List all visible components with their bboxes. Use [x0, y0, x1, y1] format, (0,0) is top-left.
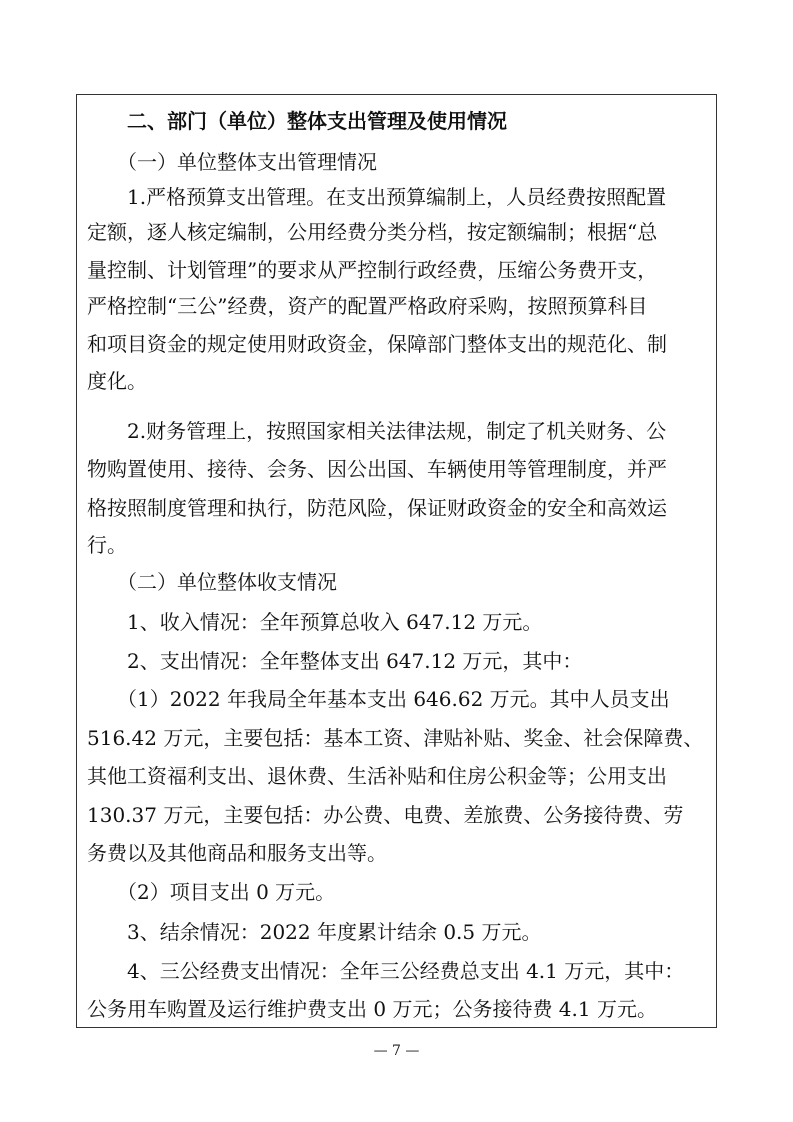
paragraph-line: 定额，逐人核定编制，公用经费分类分档，按定额编制；根据“总: [87, 220, 658, 244]
paragraph-line: 130.37 万元，主要包括：办公费、电费、差旅费、公务接待费、劳: [87, 803, 684, 827]
paragraph-line: 行。: [87, 533, 127, 557]
paragraph-line: 物购置使用、接待、会务、因公出国、车辆使用等管理制度，并严: [87, 457, 667, 481]
paragraph-line: 2.财务管理上，按照国家相关法律法规，制定了机关财务、公: [87, 419, 667, 443]
paragraph-line: 3、结余情况：2022 年度累计结余 0.5 万元。: [87, 920, 542, 944]
paragraph-line: 2、支出情况：全年整体支出 647.12 万元，其中：: [87, 649, 583, 673]
paragraph-line: 公务用车购置及运行维护费支出 0 万元；公务接待费 4.1 万元。: [87, 997, 657, 1021]
paragraph-line: （1）2022 年我局全年基本支出 646.62 万元。其中人员支出: [87, 687, 670, 711]
paragraph-line: 严格控制“三公”经费，资产的配置严格政府采购，按照预算科目: [87, 294, 648, 318]
paragraph-line: 务费以及其他商品和服务支出等。: [87, 841, 387, 865]
paragraph-line: 格按照制度管理和执行，防范风险，保证财政资金的安全和高效运: [87, 496, 667, 520]
paragraph-line: 量控制、计划管理”的要求从严控制行政经费，压缩公务费开支，: [87, 258, 658, 282]
paragraph-line: 度化。: [87, 369, 147, 393]
paragraph-line: 1、收入情况：全年预算总收入 647.12 万元。: [87, 610, 543, 634]
paragraph-line: （2）项目支出 0 万元。: [87, 880, 336, 904]
paragraph-line: 和项目资金的规定使用财政资金，保障部门整体支出的规范化、制: [87, 332, 667, 356]
subsection-heading: （二）单位整体收支情况: [87, 570, 337, 594]
section-heading: 二、部门（单位）整体支出管理及使用情况: [87, 109, 507, 133]
paragraph-line: 4、三公经费支出情况：全年三公经费总支出 4.1 万元，其中：: [87, 959, 685, 983]
page-number: — 7 —: [373, 1043, 420, 1059]
paragraph-line: 1.严格预算支出管理。在支出预算编制上，人员经费按照配置: [87, 185, 667, 209]
paragraph-line: 其他工资福利支出、退休费、生活补贴和住房公积金等；公用支出: [87, 764, 667, 788]
subsection-heading: （一）单位整体支出管理情况: [87, 150, 377, 174]
paragraph-line: 516.42 万元，主要包括：基本工资、津贴补贴、奖金、社会保障费、: [87, 726, 704, 750]
